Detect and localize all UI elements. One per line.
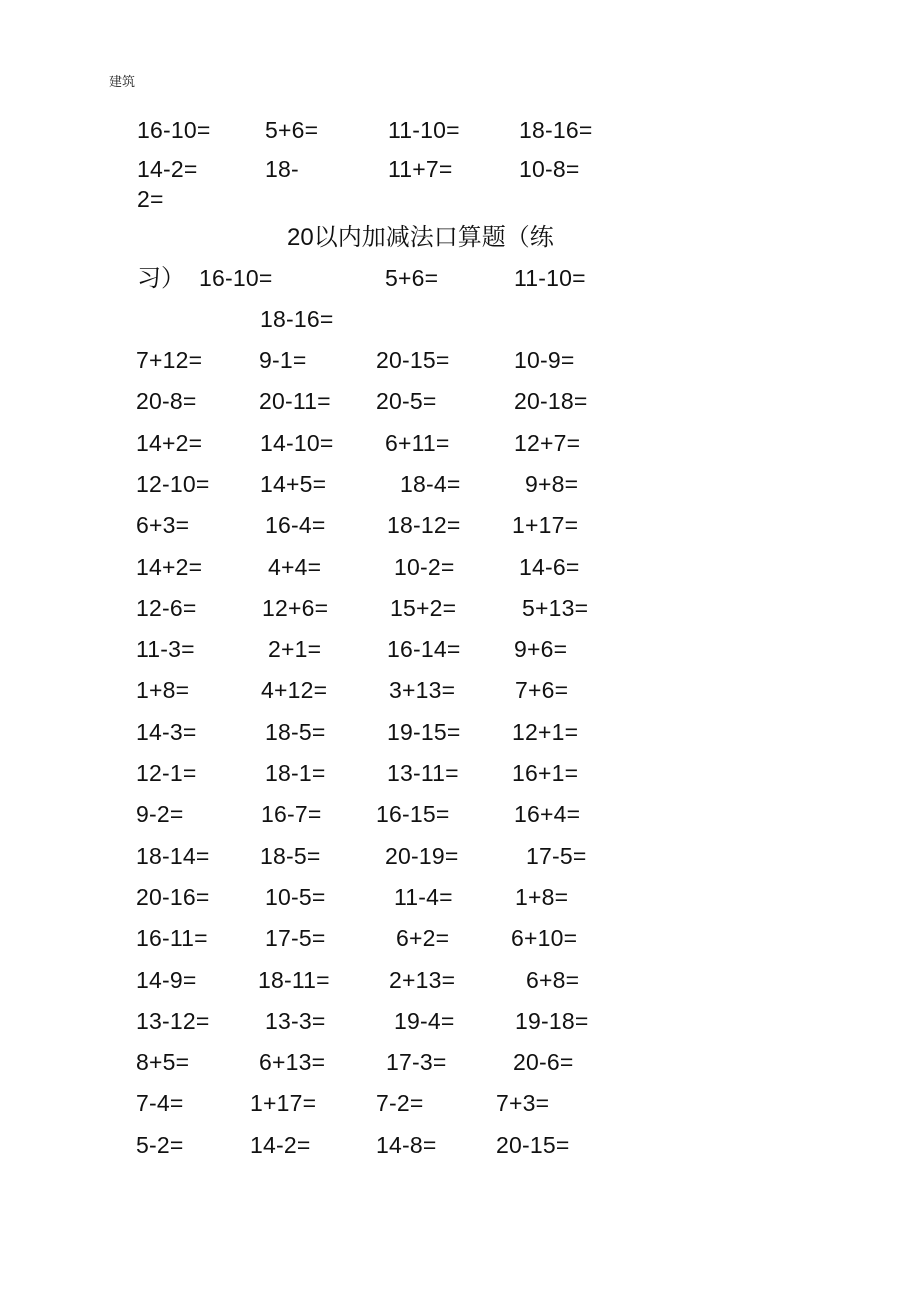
problem: 2+13= <box>389 967 456 993</box>
problem: 7-2= <box>376 1090 424 1116</box>
problem: 20-8= <box>136 388 197 414</box>
problem: 11-10= <box>388 117 460 143</box>
problem: 20-19= <box>385 843 459 869</box>
problem: 4+4= <box>268 554 322 580</box>
problem: 10-2= <box>394 554 455 580</box>
title-text: 以内加减法口算题（练 <box>313 223 554 251</box>
problem: 20-16= <box>136 884 210 910</box>
problem: 14-2= <box>250 1132 311 1158</box>
problem: 9+6= <box>514 636 568 662</box>
problem-wrap: 2= <box>137 186 164 212</box>
problem: 18-16= <box>519 117 593 143</box>
problem: 1+17= <box>250 1090 317 1116</box>
problem: 6+2= <box>396 925 450 951</box>
problem: 5+6= <box>265 117 319 143</box>
problem: 12-6= <box>136 595 197 621</box>
problem: 10-9= <box>514 347 575 373</box>
problem: 17-5= <box>265 925 326 951</box>
problem: 18-5= <box>265 719 326 745</box>
problem: 16-14= <box>387 636 461 662</box>
problem: 20-15= <box>376 347 450 373</box>
problem: 14-9= <box>136 967 197 993</box>
problem: 20-5= <box>376 388 437 414</box>
header-label: 建筑 <box>109 75 136 90</box>
problem: 17-5= <box>526 843 587 869</box>
problem: 20-6= <box>513 1049 574 1075</box>
problem: 18-5= <box>260 843 321 869</box>
problem: 18-16= <box>260 306 334 332</box>
problem: 16-7= <box>261 801 322 827</box>
problem: 4+12= <box>261 677 328 703</box>
problem: 18- <box>265 156 299 182</box>
problem: 19-4= <box>394 1008 455 1034</box>
problem: 12+1= <box>512 719 579 745</box>
problem: 16+4= <box>514 801 581 827</box>
problem: 20-15= <box>496 1132 570 1158</box>
problem: 13-12= <box>136 1008 210 1034</box>
problem: 13-11= <box>387 760 459 786</box>
problem: 16-15= <box>376 801 450 827</box>
problem: 18-12= <box>387 512 461 538</box>
problem: 8+5= <box>136 1049 190 1075</box>
problem: 16-11= <box>136 925 208 951</box>
problem: 7-4= <box>136 1090 184 1116</box>
problem: 18-14= <box>136 843 210 869</box>
problem: 12+7= <box>514 430 581 456</box>
problem: 16-10= <box>199 265 273 291</box>
problem: 7+12= <box>136 347 203 373</box>
problem: 6+8= <box>526 967 580 993</box>
page-title <box>287 222 554 253</box>
problem: 14-3= <box>136 719 197 745</box>
problem: 14+2= <box>136 554 203 580</box>
problem: 11+7= <box>388 156 453 182</box>
problem: 7+3= <box>496 1090 550 1116</box>
problem: 11-10= <box>514 265 586 291</box>
problem: 14-10= <box>260 430 334 456</box>
problem: 14-2= <box>137 156 198 182</box>
problem: 9+8= <box>525 471 579 497</box>
problem: 16-10= <box>137 117 211 143</box>
problem: 1+17= <box>512 512 579 538</box>
problem: 18-11= <box>258 967 330 993</box>
problem: 5-2= <box>136 1132 184 1158</box>
problem: 9-1= <box>259 347 307 373</box>
problem: 2+1= <box>268 636 322 662</box>
problem: 15+2= <box>390 595 457 621</box>
problem: 11-4= <box>394 884 453 910</box>
problem: 12-10= <box>136 471 210 497</box>
problem: 11-3= <box>136 636 195 662</box>
problem: 6+10= <box>511 925 578 951</box>
problem: 18-1= <box>265 760 326 786</box>
title-number: 20 <box>287 224 314 251</box>
problem: 12-1= <box>136 760 197 786</box>
problem: 9-2= <box>136 801 184 827</box>
problem: 1+8= <box>515 884 569 910</box>
problem: 19-18= <box>515 1008 589 1034</box>
problem: 16-4= <box>265 512 326 538</box>
title-continuation: 习） <box>137 264 185 292</box>
problem: 12+6= <box>262 595 329 621</box>
problem: 10-8= <box>519 156 580 182</box>
problem: 18-4= <box>400 471 461 497</box>
problem: 6+11= <box>385 430 450 456</box>
problem: 14-6= <box>519 554 580 580</box>
problem: 14-8= <box>376 1132 437 1158</box>
problem: 1+8= <box>136 677 190 703</box>
problem: 13-3= <box>265 1008 326 1034</box>
problem: 6+13= <box>259 1049 326 1075</box>
problem: 10-5= <box>265 884 326 910</box>
problem: 20-18= <box>514 388 588 414</box>
problem: 14+2= <box>136 430 203 456</box>
problem: 19-15= <box>387 719 461 745</box>
problem: 7+6= <box>515 677 569 703</box>
problem: 16+1= <box>512 760 579 786</box>
problem: 5+6= <box>385 265 439 291</box>
problem: 5+13= <box>522 595 589 621</box>
problem: 3+13= <box>389 677 456 703</box>
problem: 20-11= <box>259 388 331 414</box>
problem: 17-3= <box>386 1049 447 1075</box>
problem: 6+3= <box>136 512 190 538</box>
problem: 14+5= <box>260 471 327 497</box>
